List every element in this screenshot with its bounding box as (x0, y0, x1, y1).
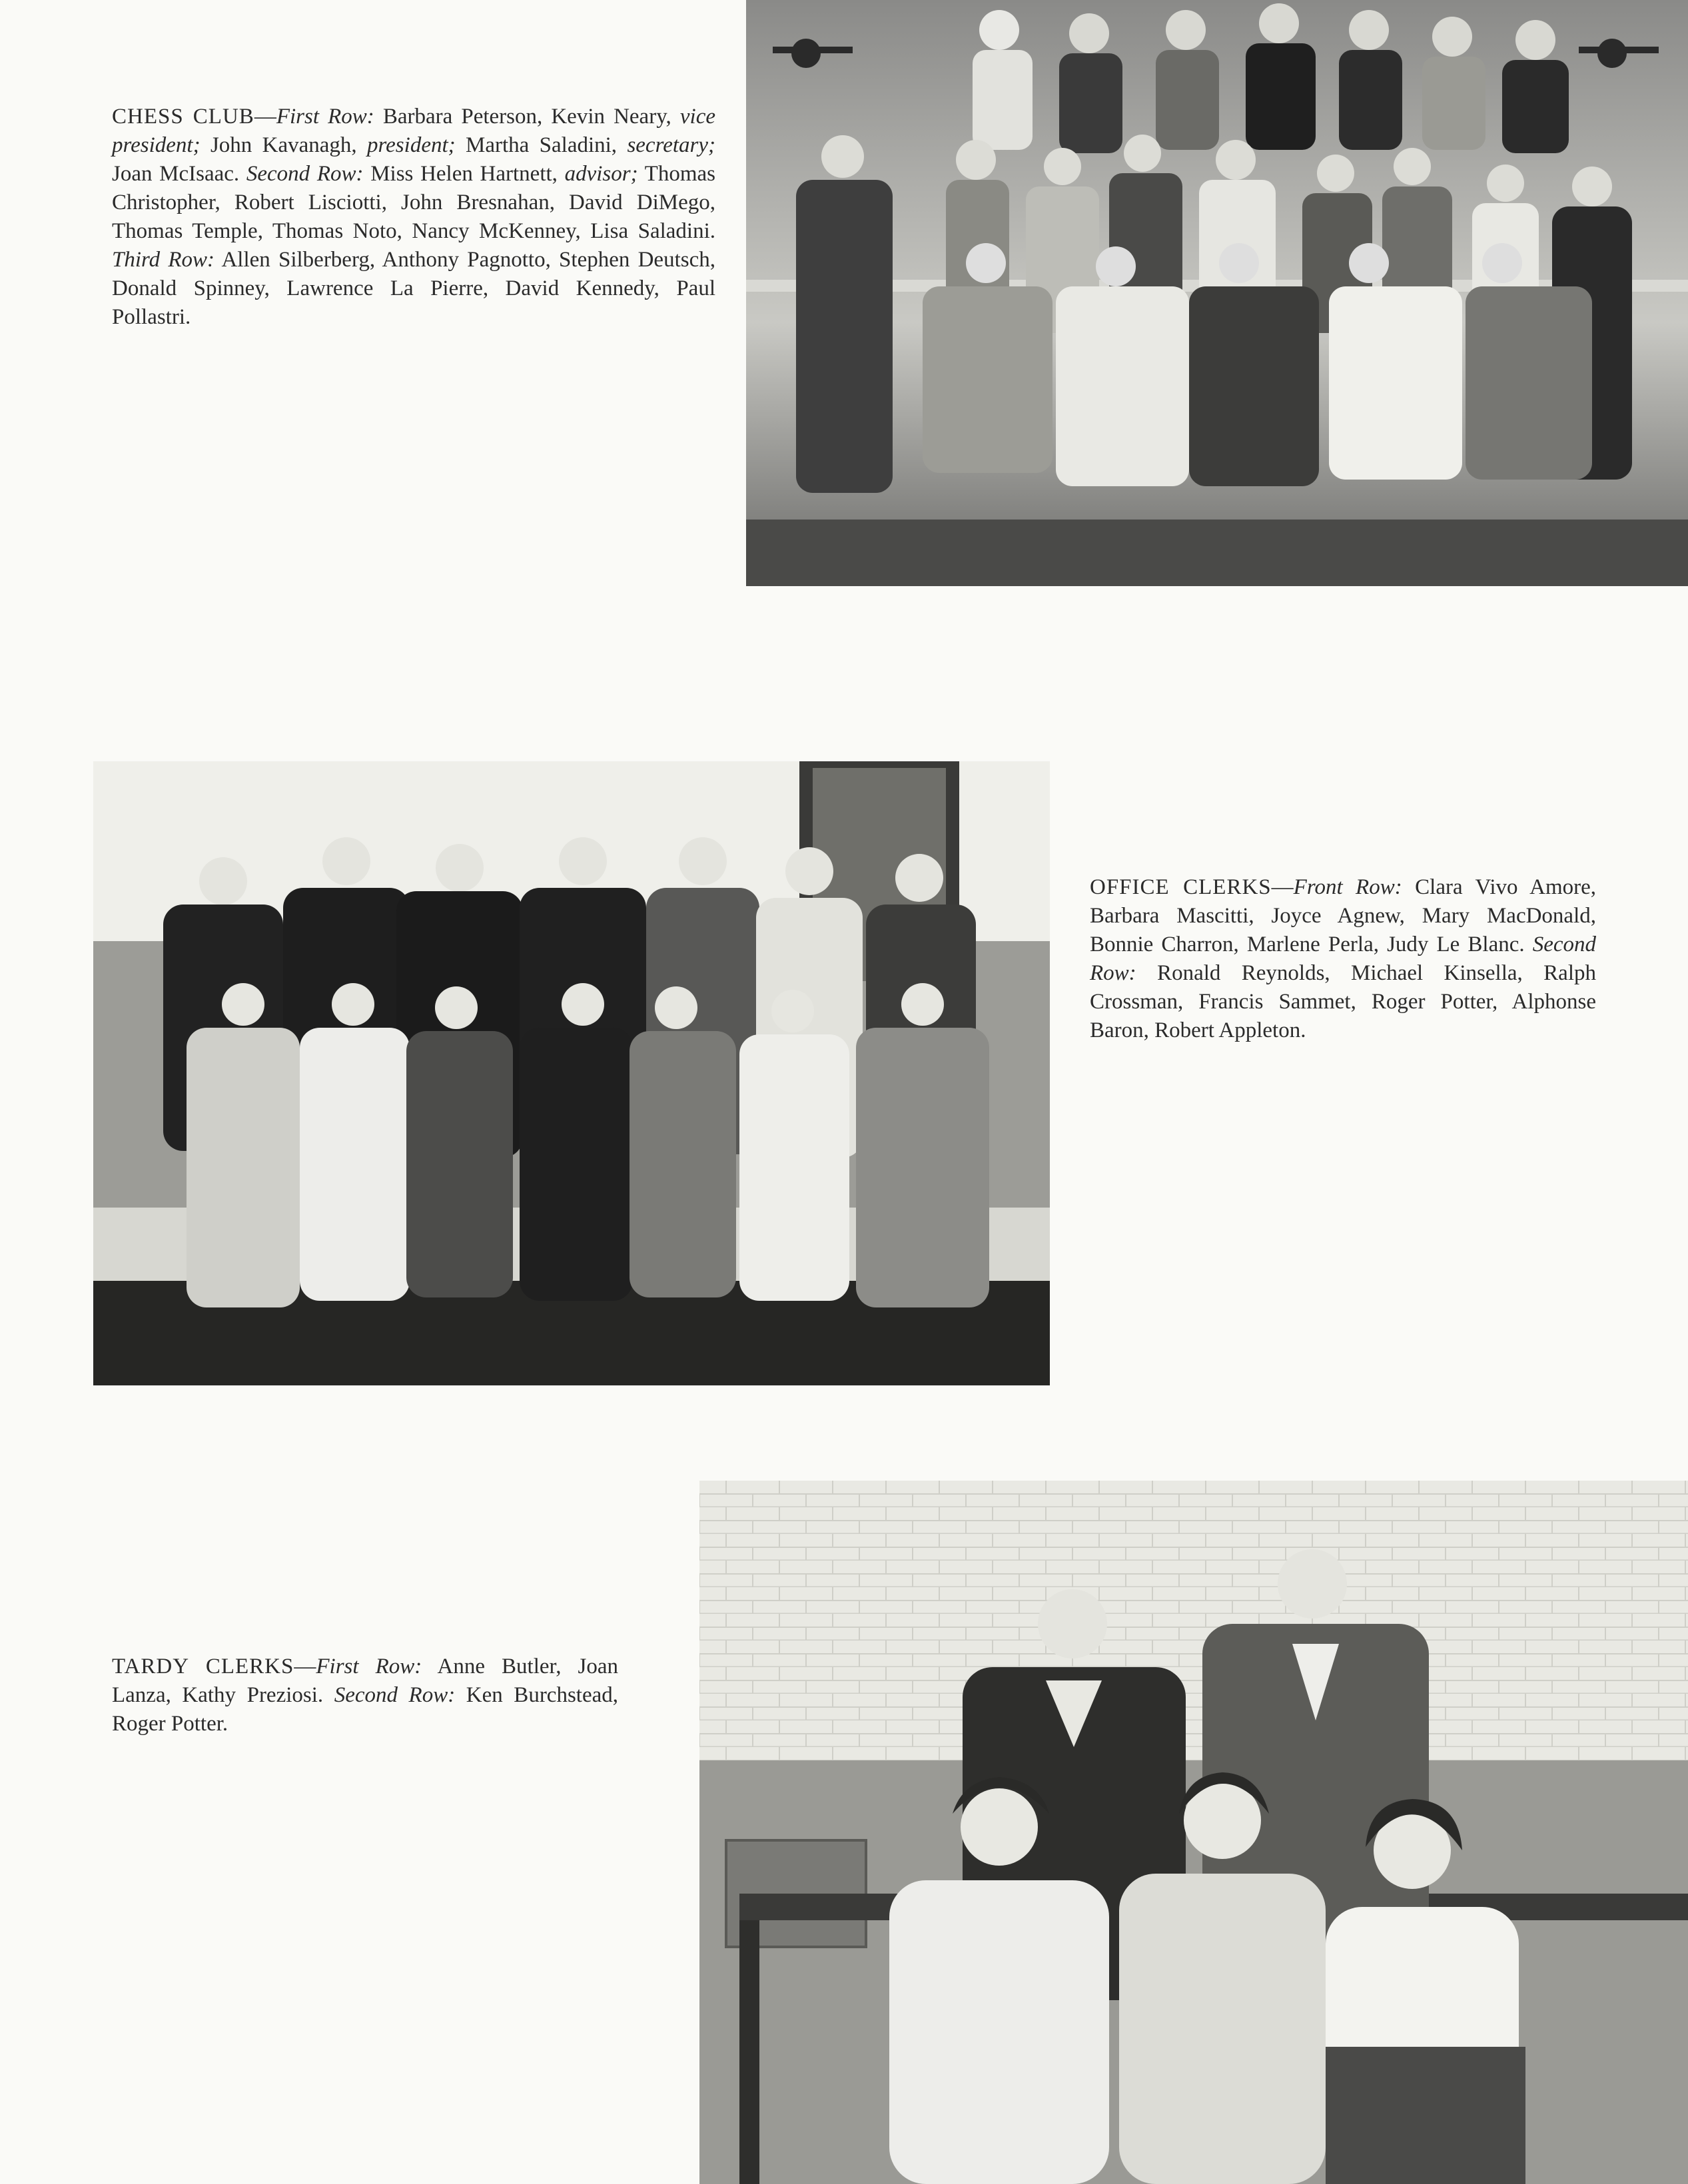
tardy-clerks-group-photo-icon (699, 1481, 1688, 2184)
caption-text: Ken Burchstead, Roger Potter. (112, 1683, 619, 1736)
caption-text: Thomas Christopher, Robert Lisciotti, John Bresnahan, David DiMego, Thomas Temple, Thomas Noto, Nancy McKenney, Lisa Saladini. (112, 162, 715, 243)
caption-text: Martha Saladini, (455, 133, 628, 157)
caption-text: Joan McIsaac. (112, 162, 246, 186)
row-heading: president; (367, 133, 456, 157)
row-heading: Second Row: (1090, 932, 1596, 985)
caption-text: Miss Helen Hartnett, (363, 162, 565, 186)
caption-text: Ronald Reynolds, Michael Kinsella, Ralph Crossman, Francis Sammet, Roger Potter, Alphonse Baron, Robert Appleton. (1090, 961, 1596, 1042)
chess-club-caption (112, 103, 715, 332)
row-heading: vice president; (112, 105, 716, 157)
office-clerks-photo (93, 761, 1050, 1385)
row-heading: Third Row: (112, 248, 215, 272)
office-clerks-group-photo-icon (93, 761, 1050, 1385)
row-heading: advisor; (564, 162, 638, 186)
office-clerks-caption (1090, 873, 1596, 1045)
chess-club-group-photo-icon (746, 0, 1688, 586)
tardy-clerks-caption (112, 1652, 618, 1738)
caption-label: OFFICE CLERKS (1090, 875, 1272, 899)
caption-text: John Kavanagh, (200, 133, 368, 157)
caption-label: TARDY CLERKS (112, 1654, 294, 1678)
caption-text: — (294, 1654, 316, 1678)
row-heading: secretary; (627, 133, 715, 157)
caption-text: — (254, 105, 276, 129)
caption-label: CHESS CLUB (112, 105, 254, 129)
caption-text: Anne Butler, Joan Lanza, Kathy Preziosi. (112, 1654, 618, 1707)
row-heading: First Row: (316, 1654, 422, 1678)
caption-text: Clara Vivo Amore, Barbara Mascitti, Joyce Agnew, Mary MacDonald, Bonnie Charron, Marlene Perla, Judy Le Blanc. (1090, 875, 1596, 956)
row-heading: First Row: (276, 105, 374, 129)
row-heading: Second Row: (246, 162, 364, 186)
tardy-clerks-photo (699, 1481, 1688, 2184)
caption-text: Allen Silberberg, Anthony Pagnotto, Stephen Deutsch, Donald Spinney, Lawrence La Pierre, David Kennedy, Paul Pollastri. (112, 248, 715, 329)
row-heading: Second Row: (334, 1683, 456, 1707)
chess-club-photo (746, 0, 1688, 586)
caption-text: Barbara Peterson, Kevin Neary, (374, 105, 680, 129)
caption-text: — (1271, 875, 1294, 899)
row-heading: Front Row: (1293, 875, 1402, 899)
